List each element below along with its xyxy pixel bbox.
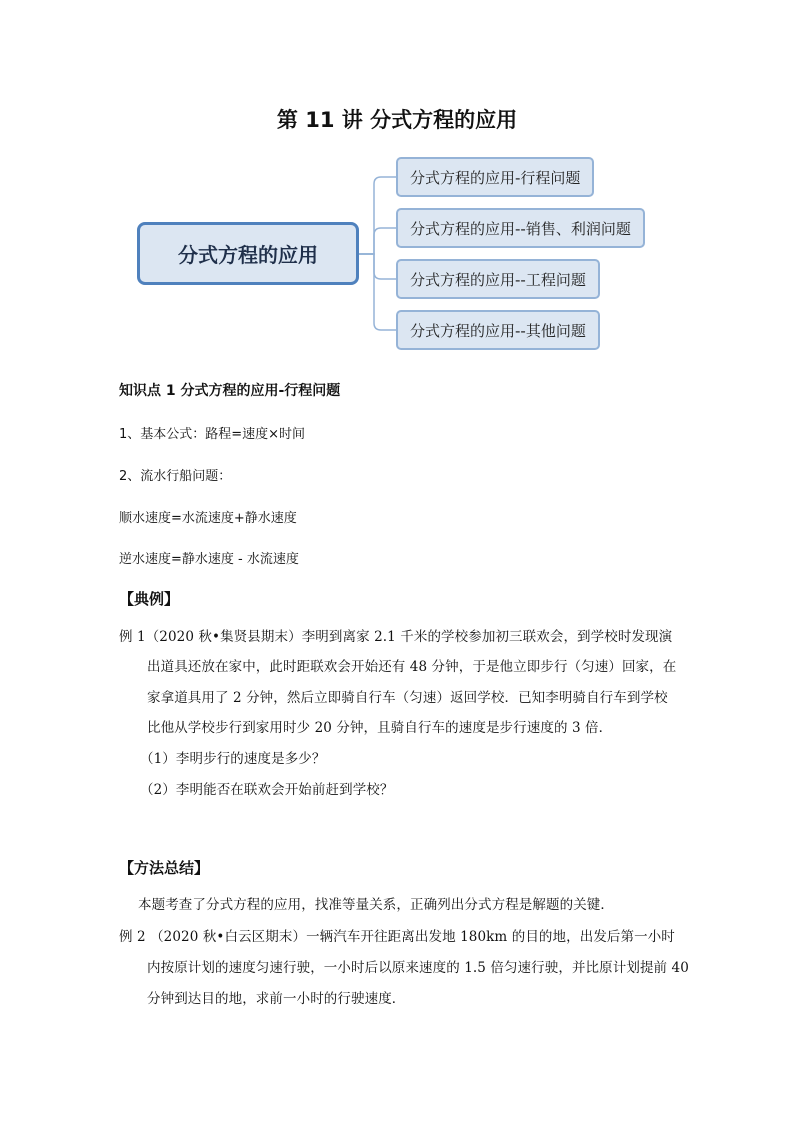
example1-question1: （1）李明步行的速度是多少？: [140, 751, 326, 767]
basic-formula: 1、基本公式：路程=速度×时间: [119, 427, 306, 442]
stream-problem-label: 2、流水行船问题：: [119, 469, 232, 484]
example1-line4: 比他从学校步行到家用时少 20 分钟，且骑自行车的速度是步行速度的 3 倍．: [147, 720, 613, 736]
mind-map-center-node: 分式方程的应用: [137, 222, 359, 285]
connector-1: [359, 177, 396, 254]
section-heading: 知识点 1 分式方程的应用-行程问题: [119, 383, 341, 399]
example1-line1: 例 1（2020 秋•集贤县期末）李明到离家 2.1 千米的学校参加初三联欢会，到学校时发现演: [119, 629, 673, 645]
page-title: 第 11 讲 分式方程的应用: [276, 108, 518, 132]
connector-4: [359, 254, 396, 330]
connector-3: [359, 254, 396, 279]
mind-map: [0, 0, 794, 360]
method-summary-text: 本题考查了分式方程的应用，找准等量关系，正确列出分式方程是解题的关键．: [138, 897, 614, 913]
mind-map-branch-sales: 分式方程的应用--销售、利润问题: [396, 208, 645, 248]
example1-question2: （2）李明能否在联欢会开始前赶到学校？: [140, 782, 394, 798]
connector-2: [359, 228, 396, 254]
method-summary-label: 【方法总结】: [119, 859, 210, 877]
downstream-formula: 顺水速度=水流速度+静水速度: [119, 511, 297, 526]
example1-line3: 家拿道具用了 2 分钟，然后立即骑自行车（匀速）返回学校．已知李明骑自行车到学校: [147, 690, 668, 706]
example2-line3: 分钟到达目的地，求前一小时的行驶速度．: [147, 991, 406, 1007]
upstream-formula: 逆水速度=静水速度 - 水流速度: [119, 552, 299, 567]
mind-map-branch-engineering: 分式方程的应用--工程问题: [396, 259, 600, 299]
example1-line2: 出道具还放在家中，此时距联欢会开始还有 48 分钟，于是他立即步行（匀速）回家，在: [147, 659, 677, 675]
example2-line2: 内按原计划的速度匀速行驶，一小时后以原来速度的 1.5 倍匀速行驶，并比原计划提前 40: [147, 960, 689, 976]
example-label: 【典例】: [119, 590, 180, 608]
mind-map-branch-travel: 分式方程的应用-行程问题: [396, 157, 594, 197]
example2-line1: 例 2 （2020 秋•白云区期末）一辆汽车开往距离出发地 180km 的目的地，出发后第一小时: [119, 929, 675, 945]
mind-map-branch-other: 分式方程的应用--其他问题: [396, 310, 600, 350]
